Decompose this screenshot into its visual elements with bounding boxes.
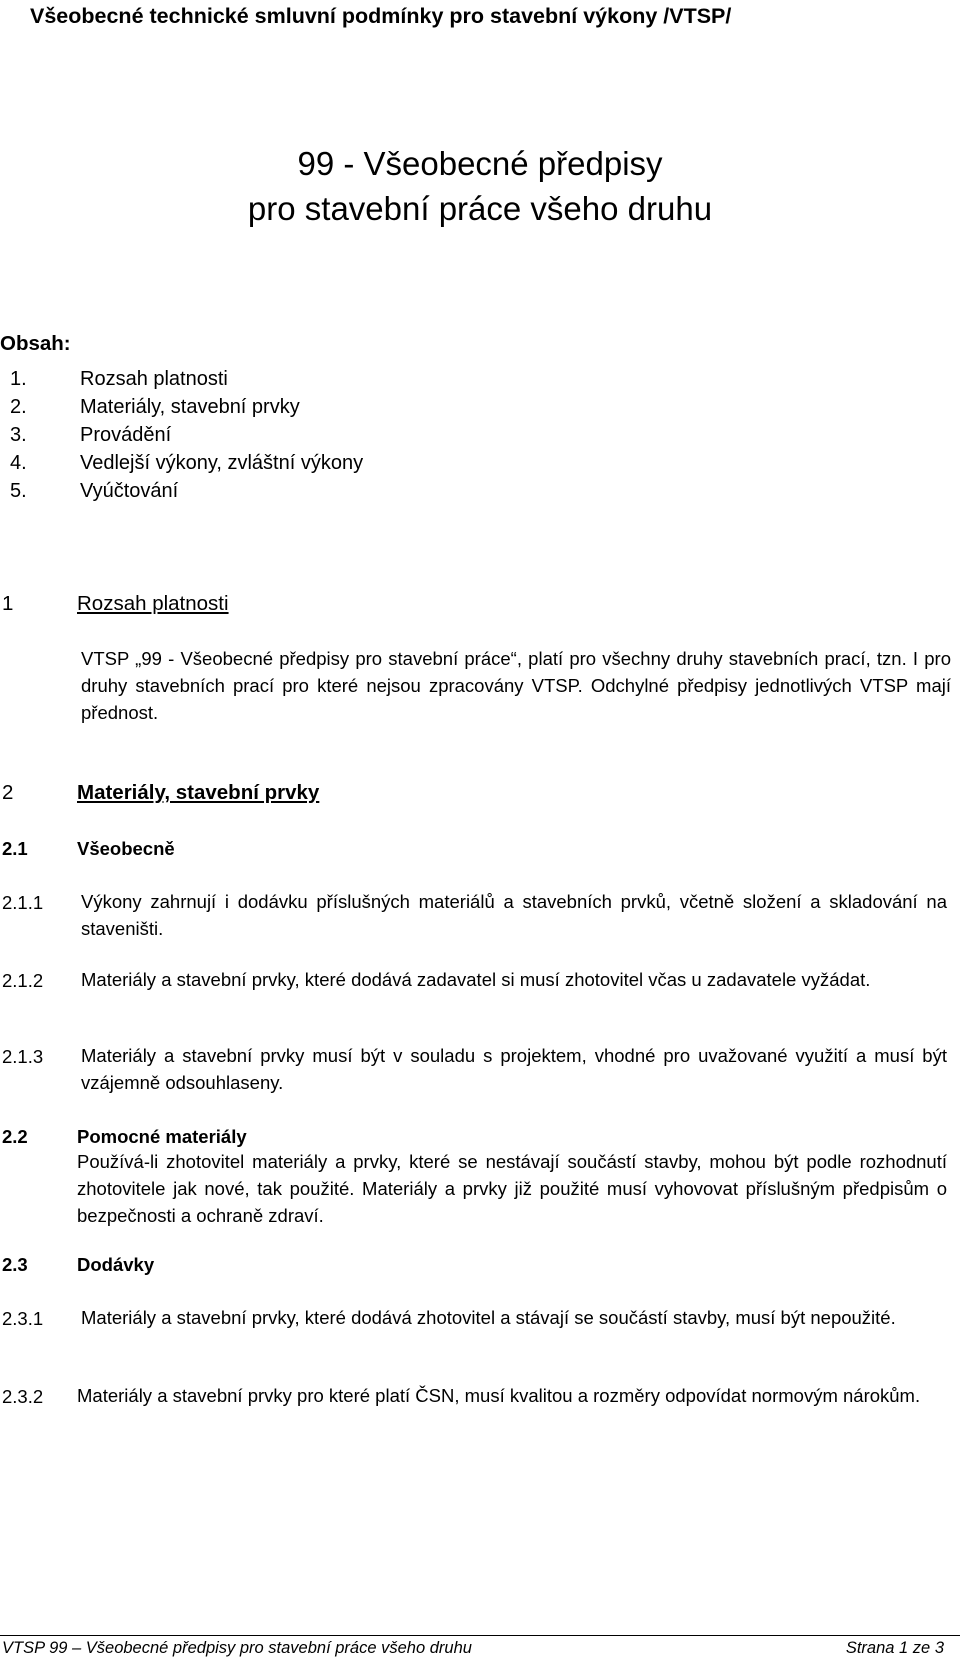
toc-item-number: 1. [10, 368, 27, 390]
clause-number: 2.3.1 [2, 1308, 44, 1329]
document-title-line-1: 99 - Všeobecné předpisy [297, 145, 663, 182]
section-title: Materiály, stavební prvky [77, 781, 320, 804]
toc-item-number: 3. [10, 424, 27, 446]
toc-heading: Obsah: [0, 332, 71, 355]
clause-number: 2.1.3 [2, 1046, 44, 1067]
section-number: 2 [2, 781, 14, 804]
subsection-title: Pomocné materiály [77, 1126, 247, 1147]
clause-text: Výkony zahrnují i dodávku příslušných materiálů a stavebních prvků, včetně složení a skladování na staveništi. [81, 891, 947, 939]
clause-text: Materiály a stavební prvky pro které platí ČSN, musí kvalitou a rozměry odpovídat normovým nárokům. [77, 1385, 921, 1406]
document-title-line-2: pro stavební práce všeho druhu [247, 190, 713, 227]
subsection-number: 2.2 [2, 1126, 28, 1147]
toc-item-label: Provádění [80, 424, 172, 446]
toc-item-number: 4. [10, 452, 27, 474]
toc-item-label: Rozsah platnosti [80, 368, 228, 390]
footer-document-name: VTSP 99 – Všeobecné předpisy pro stavební práce všeho druhu [2, 1639, 472, 1657]
toc-item-label: Materiály, stavební prvky [80, 396, 300, 418]
clause-text: Materiály a stavební prvky, které dodává zadavatel si musí zhotovitel včas u zadavatele vyžádat. [81, 969, 871, 990]
footer-page-number: Strana 1 ze 3 [845, 1639, 944, 1657]
document-header: Všeobecné technické smluvní podmínky pro stavební výkony /VTSP/ [30, 4, 732, 28]
subsection-paragraph: Používá-li zhotovitel materiály a prvky, které se nestávají součástí stavby, mohou být podle rozhodnutí zhotovitele jak nové, tak použité. Materiály a prvky již použité musí vyhovovat příslušným předpisům o bezpečnosti a ochraně zdraví. [77, 1151, 947, 1226]
subsection-number: 2.3 [2, 1254, 28, 1275]
toc-item-number: 2. [10, 396, 27, 418]
section-number: 1 [2, 592, 14, 615]
clause-number: 2.1.1 [2, 892, 44, 913]
clause-number: 2.3.2 [2, 1386, 44, 1407]
subsection-title: Dodávky [77, 1254, 155, 1275]
toc-item-label: Vyúčtování [80, 480, 179, 502]
clause-number: 2.1.2 [2, 970, 44, 991]
clause-text: Materiály a stavební prvky, které dodává zhotovitel a stávají se součástí stavby, musí být nepoužité. [81, 1307, 896, 1328]
clause-text: Materiály a stavební prvky musí být v souladu s projektem, vhodné pro uvažované využití a musí být vzájemně odsouhlaseny. [81, 1045, 947, 1093]
section-title: Rozsah platnosti [77, 592, 229, 615]
footer-divider [0, 1635, 960, 1636]
subsection-title: Všeobecně [77, 838, 175, 859]
toc-item-number: 5. [10, 480, 27, 502]
subsection-number: 2.1 [2, 838, 28, 859]
section-paragraph: VTSP „99 - Všeobecné předpisy pro stavební práce“, platí pro všechny druhy stavebních prací, tzn. I pro druhy stavebních prací pro které nejsou zpracovány VTSP. Odchylné předpisy jednotlivých VTSP mají přednost. [81, 648, 951, 723]
toc-item-label: Vedlejší výkony, zvláštní výkony [80, 452, 364, 474]
